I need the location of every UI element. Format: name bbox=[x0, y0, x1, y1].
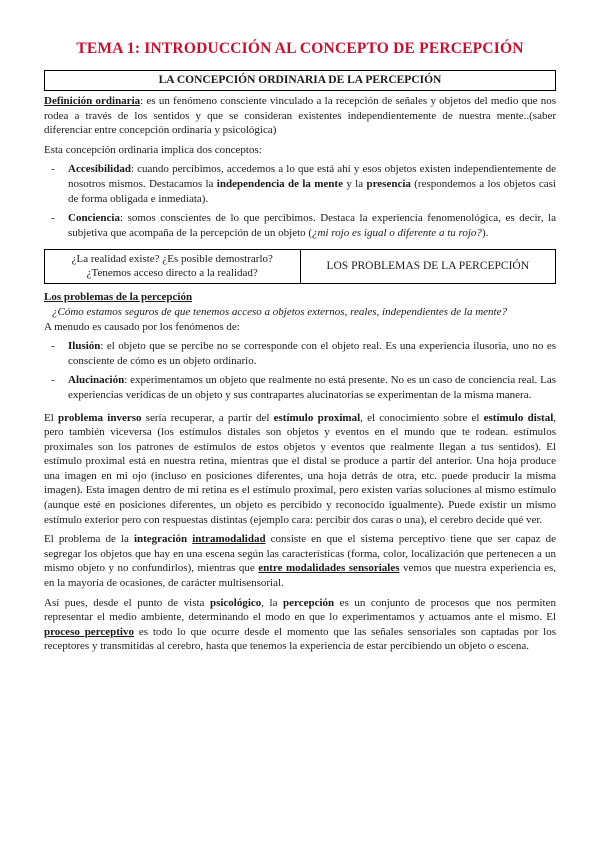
list-item-alucinacion: - Alucinación: experimentamos un objeto que realmente no está presente. No es un caso de conciencia real. Las experiencias verídicas de un objeto y sus contrapartes alucinatorias se experimentan de la misma manera. bbox=[51, 374, 556, 401]
list-item-conciencia: - Conciencia: somos conscientes de lo que percibimos. Destaca la experiencia fenomenológica, es decir, la subjetiva que acompaña de la percepción de un objeto (¿mi rojo es igual o diferente a tu rojo?). bbox=[51, 212, 556, 239]
problems-intro: A menudo es causado por los fenómenos de: bbox=[44, 320, 240, 333]
final-paragraph: Así pues, desde el punto de vista psicológico, la percepción es un conjunto de procesos que nos permiten representar el medio ambiente, determinando el modo en que lo experimentamos y actuamos ante el mismo. El proceso perceptivo es todo lo que ocurre desde el momento que las señales sensoriales son captadas por los receptores y transmitidas al cerebro, hasta que tenemos la experiencia de estar percibiendo un objeto o escena. bbox=[44, 596, 557, 653]
problems-heading: Los problemas de la percepción bbox=[44, 291, 193, 304]
problems-question: ¿Cómo estamos seguros de que tenemos acceso a objetos externos, reales, independientes de la mente? bbox=[52, 305, 507, 318]
concepts-intro: Esta concepción ordinaria implica dos conceptos: bbox=[44, 143, 262, 156]
problems-table bbox=[44, 249, 556, 284]
document-title: TEMA 1: INTRODUCCIÓN AL CONCEPTO DE PERCEPCIÓN bbox=[76, 40, 524, 57]
section-heading-box: LA CONCEPCIÓN ORDINARIA DE LA PERCEPCIÓN bbox=[44, 70, 556, 91]
definition-paragraph bbox=[44, 94, 556, 138]
document-page bbox=[44, 40, 556, 654]
list-item-ilusion: - Ilusión: el objeto que se percibe no se corresponde con el objeto real. Es una experiencia ilusoria, uno no es consciente de cómo es un objeto ordinario. bbox=[51, 340, 556, 367]
list-item-accesibilidad: - Accesibilidad: cuando percibimos, accedemos a lo que está ahí y esos objetos existen independientemente de nosotros mismos. Destacamos la independencia de la mente y la presencia (respondemos a los objetos casi de forma obligada e inmediata). bbox=[51, 163, 556, 205]
conciencia-term: Conciencia bbox=[68, 212, 120, 225]
table-questions-cell: ¿La realidad existe? ¿Es posible demostrarlo? ¿Tenemos acceso directo a la realidad? bbox=[45, 250, 301, 284]
accesibilidad-term: Accesibilidad bbox=[68, 163, 131, 176]
concepts-list bbox=[44, 162, 556, 240]
phenomena-list bbox=[44, 339, 556, 402]
definition-term: Definición ordinaria bbox=[44, 95, 141, 107]
integration-paragraph: El problema de la integración intramodalidad consiste en que el sistema perceptivo tiene que ser capaz de segregar los objetos que hay en una escena según las características (forma, color, localización que pertenecen a un mismo objeto y no confundirlos), mientras que entre modalidades sensoriales vemos que nuestra experiencia es, en la mayoría de ocasiones, de carácter multisensorial. bbox=[44, 533, 557, 590]
table-title-cell: LOS PROBLEMAS DE LA PERCEPCIÓN bbox=[300, 250, 556, 284]
definition-text: : es un fenómeno consciente vinculado a la recepción de señales y objetos del medio que nos rodea a través de los sentidos y que se consideran existentes independientemente de nuestra mente..(saber diferenciar entre concepción ordinaria y psicológica) bbox=[44, 95, 556, 137]
inverse-problem-paragraph: El problema inverso sería recuperar, a partir del estímulo proximal, el conocimiento sobre el estímulo distal, pero también viceversa (los estímulos distales son objetos y eventos en el mundo que te rodean. estímulos proximales son los patrones de estímulos de estos objetos y eventos que realmente llegan a tus sentidos). El estímulo proximal está en nuestra retina, mientras que el distal se produce a partir del anterior. Una hoja produce una imagen en mi ojo (incluso en posiciones diferentes, una hoja detrás de otra, etc. puede producir la misma imagen). Esta imagen dentro de mi retina es el estímulo proximal, pero existen varias soluciones al mismo estímulo (aunque esté en posiciones diferentes, un objeto es percibido y reconocido igualmente). Puede existir un mismo estímulo exterior pero con respuestas distintas (ejemplo cara: percibir dos caras o una), el cerebro decide qué ver. bbox=[44, 411, 557, 526]
